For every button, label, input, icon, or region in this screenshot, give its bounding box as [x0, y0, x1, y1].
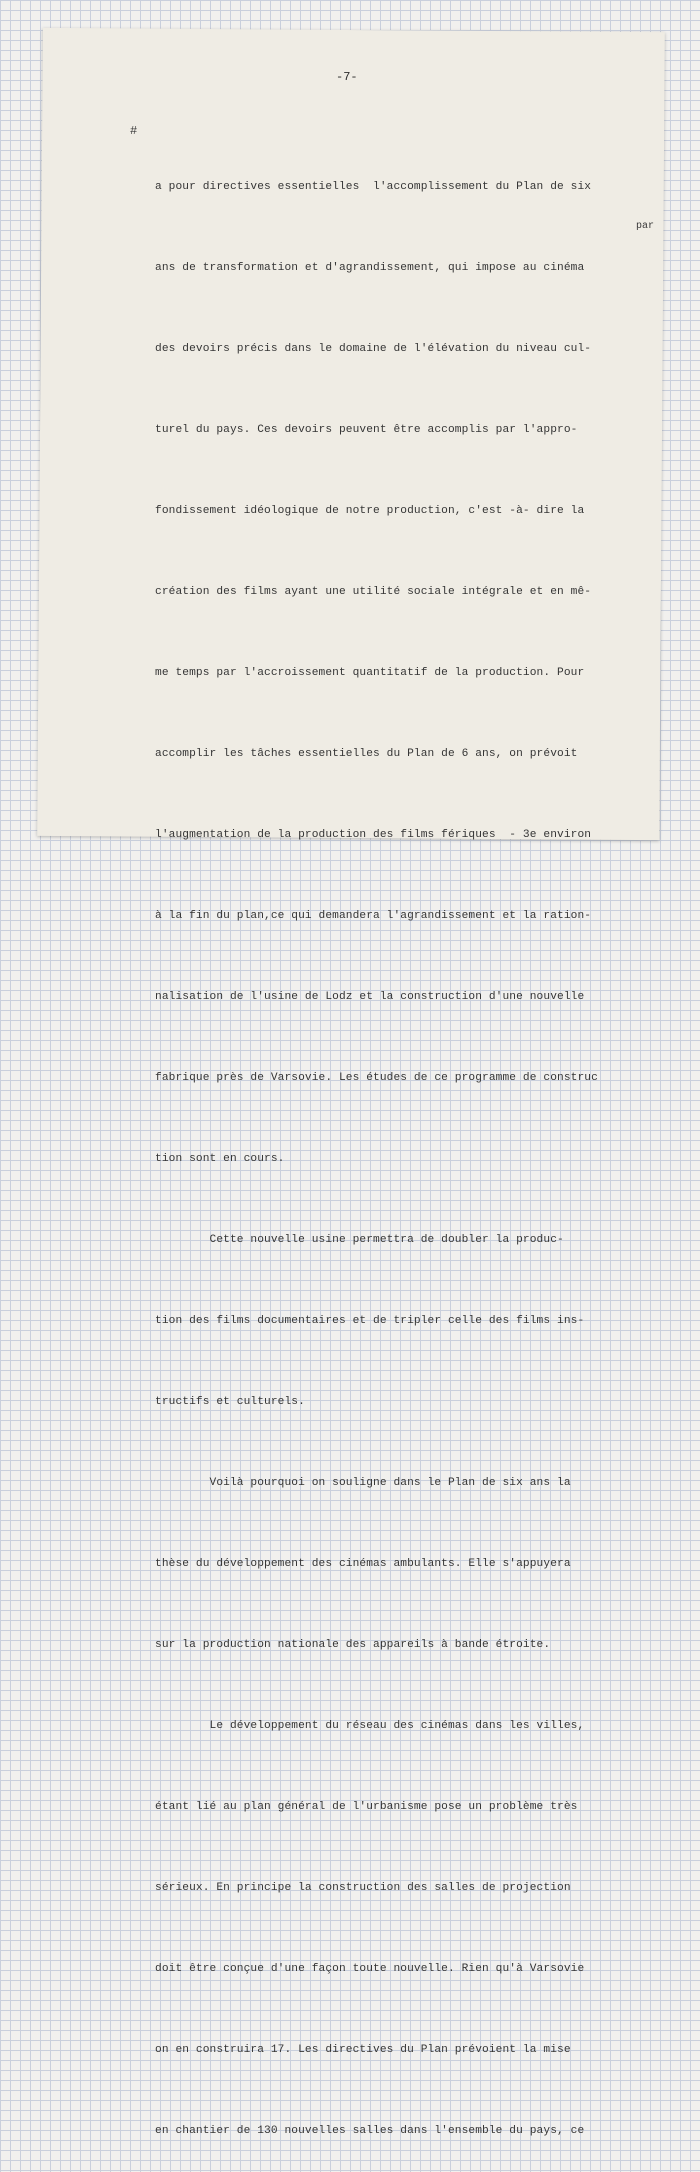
text-line: a pour directives essentielles l'accomplissement du Plan de six [155, 181, 592, 193]
text-line: tructifs et culturels. [155, 1396, 305, 1408]
page-number: -7- [336, 70, 358, 84]
text-line: doit être conçue d'une façon toute nouvelle. Rien qu'à Varsovie [155, 1963, 585, 1975]
text-line: l'augmentation de la production des films fériques - 3e environ [155, 829, 592, 841]
text-line: tion des films documentaires et de tripler celle des films ins- [155, 1315, 585, 1327]
text-line: sérieux. En principe la construction des salles de projection [155, 1882, 571, 1894]
text-line: ans de transformation et d'agrandissement, qui impose au cinéma [155, 262, 585, 274]
text-line: à la fin du plan,ce qui demandera l'agrandissement et la ration- [155, 910, 592, 922]
text-line: sur la production nationale des appareils à bande étroite. [155, 1639, 551, 1651]
text-line: Voilà pourquoi on souligne dans le Plan de six ans la [155, 1477, 571, 1489]
text-line: on en construira 17. Les directives du Plan prévoient la mise [155, 2044, 571, 2056]
text-line: tion sont en cours. [155, 1153, 285, 1165]
text-line: thèse du développement des cinémas ambulants. Elle s'appuyera [155, 1558, 571, 1570]
text-line: en chantier de 130 nouvelles salles dans l'ensemble du pays, ce [155, 2125, 585, 2137]
text-line: fondissement idéologique de notre production, c'est -à- dire la [155, 505, 585, 517]
typed-text-body [155, 120, 665, 2172]
text-line: étant lié au plan général de l'urbanisme pose un problème très [155, 1801, 578, 1813]
handwritten-insertion: par [636, 221, 655, 232]
text-line: création des films ayant une utilité sociale intégrale et en mê- [155, 586, 592, 598]
text-line: Le développement du réseau des cinémas dans les villes, [155, 1720, 585, 1732]
text-line: nalisation de l'usine de Lodz et la construction d'une nouvelle [155, 991, 585, 1003]
text-line: me temps par l'accroissement quantitatif de la production. Pour [155, 667, 585, 679]
text-line: des devoirs précis dans le domaine de l'élévation du niveau cul- [155, 343, 592, 355]
text-line: turel du pays. Ces devoirs peuvent être accomplis par l'appro- [155, 424, 578, 436]
margin-mark: # [130, 124, 138, 138]
text-line: accomplir les tâches essentielles du Plan de 6 ans, on prévoit [155, 748, 578, 760]
text-line: Cette nouvelle usine permettra de doubler la produc- [155, 1234, 564, 1246]
text-line: fabrique près de Varsovie. Les études de ce programme de construc [155, 1072, 598, 1084]
